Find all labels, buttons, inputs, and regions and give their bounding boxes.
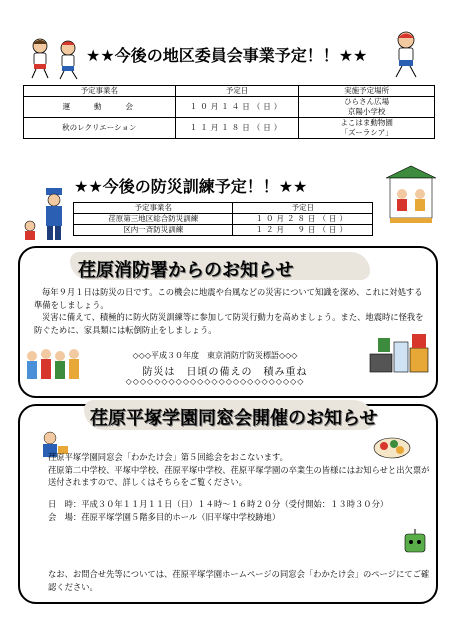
drill-date-cell: １２月 ９日（日）: [233, 225, 373, 236]
firefighter-illustration: [20, 186, 72, 246]
crowd-illustration: [22, 342, 88, 390]
running-child-illustration: [386, 30, 426, 82]
table-row: [74, 225, 373, 236]
drill-table: [73, 202, 373, 236]
alumni-paragraph: 荏原第二中学校、平塚中学校、荏原平塚中学校、荏原平塚学園の卒業生の皆様にはお知らせと出欠票が送付されますので、詳しくはそちらをご覧ください。: [48, 464, 430, 487]
robot-mascot-illustration: [400, 528, 430, 562]
alumni-paragraph: 荏原平塚学園同窓会「わかたけ会」第５回総会をおこないます。: [48, 452, 288, 462]
alumni-event-details: [48, 498, 388, 523]
event-name-cell: 運 動 会: [24, 97, 176, 118]
diamond-divider: ◇◇◇◇◇◇◇◇◇◇◇◇◇◇◇◇◇◇◇◇◇◇◇◇◇: [125, 377, 305, 386]
event-date-cell: １０月１４日（日）: [175, 97, 299, 118]
alumni-datetime: 日 時：平成３０年１１月１１日（日）１４時～１６時２０分（受付開始：１３時３０分）: [48, 499, 389, 509]
event-place-cell: [299, 118, 435, 139]
event-date-cell: １１月１８日（日）: [175, 118, 299, 139]
table-header: 予定日: [233, 203, 373, 214]
event-name-cell: 秋のレクリエーション: [24, 118, 176, 139]
fire-notice-paragraph: 災害に備えて、積極的に防火防災訓練等に参加して防災行動力を高めましょう。また、地震時に怪我を防ぐために、家具類には転倒防止をしましょう。: [34, 312, 424, 335]
table-header: 予定事業名: [74, 203, 233, 214]
table-header: 予定日: [175, 86, 299, 97]
running-kids-illustration: [26, 36, 86, 84]
slogan-text: 防災は 日頃の備えの 積み重ね: [142, 367, 308, 378]
table-row: [74, 214, 373, 225]
place-line: 京陽小学校: [347, 107, 386, 116]
table-row: [24, 118, 435, 139]
emergency-supplies-illustration: [368, 328, 432, 382]
events-table: [23, 85, 435, 139]
drill-heading: ★★今後の防災訓練予定！！★★: [74, 177, 308, 196]
events-heading: ★★今後の地区委員会事業予定！！★★: [86, 46, 368, 65]
table-header-row: [74, 203, 373, 214]
alumni-inquiry: なお、お問合せ先等については、荏原平塚学園ホームページの同窓会「わかたけ会」のページにてご確認ください。: [48, 569, 430, 592]
drill-date-cell: １０月２８日（日）: [233, 214, 373, 225]
table-header-row: [24, 86, 435, 97]
table-row: [24, 97, 435, 118]
place-line: よこはま動物園: [340, 118, 393, 127]
fire-notice-paragraph: 毎年９月１日は防災の日です。この機会に地震や台風などの災害について知識を深め、これに対処する準備をしましょう。: [34, 287, 423, 310]
event-place-cell: [299, 97, 435, 118]
place-line: 「ズーラシア」: [340, 128, 393, 137]
fire-notice-title: 荏原消防署からのお知らせ: [78, 260, 294, 281]
place-line: ひらさん広場: [344, 97, 390, 106]
table-header: 実施予定場所: [299, 86, 435, 97]
shelter-illustration: [384, 164, 438, 230]
alumni-venue: 会 場：荏原平塚学園５階多目的ホール（旧平塚中学校跡地）: [48, 511, 281, 522]
drill-name-cell: 区内一斉防災訓練: [74, 225, 233, 236]
alumni-notice-title: 荏原平塚学園同窓会開催のお知らせ: [90, 408, 378, 429]
table-header: 予定事業名: [24, 86, 176, 97]
slogan-agency: ◇◇◇平成３０年度 東京消防庁防災標語◇◇◇: [132, 351, 298, 360]
drill-name-cell: 荏原第三地区総合防災訓練: [74, 214, 233, 225]
alumni-notice-body: [48, 451, 432, 489]
